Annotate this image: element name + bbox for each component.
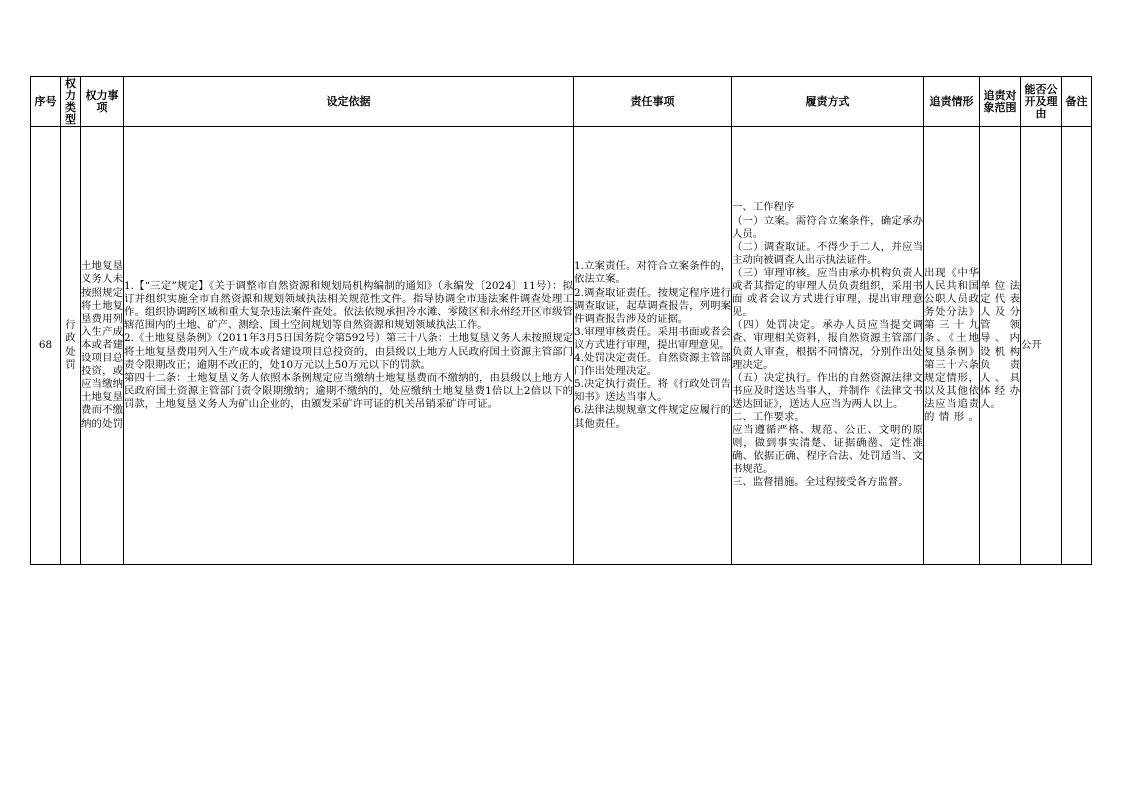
responsibility-item: 1.立案责任。对符合立案条件的，依法立案。 bbox=[574, 260, 731, 286]
header-disclosure: 能否公开及理由 bbox=[1021, 77, 1062, 127]
cell-accountability: 出现《中华人民共和国公职人员政务处分法》第三十九条、《土地复垦条例》第三十六条规定情形，以及其他依法应当追责的情形。 bbox=[924, 127, 980, 565]
cell-power-item: 土地复垦义务人未按照规定将土地复垦费用列入生产成本或者建设项目总投资，或应当缴纳土地复垦费而不缴纳的处罚 bbox=[81, 127, 124, 565]
table-header-row bbox=[31, 77, 1092, 127]
table-row bbox=[31, 127, 1092, 565]
cell-remarks bbox=[1062, 127, 1092, 565]
responsibility-item: 6.法律法规规章文件规定应履行的其他责任。 bbox=[574, 404, 731, 430]
responsibility-item: 3.审理审核责任。采用书面或者会议方式进行审理，提出审理意见。 bbox=[574, 325, 731, 351]
header-accountability: 追责情形 bbox=[924, 77, 980, 127]
method-item: 一、工作程序 bbox=[732, 201, 795, 214]
document-page bbox=[30, 76, 1092, 565]
header-scope: 追责对象范围 bbox=[980, 77, 1021, 127]
power-list-table bbox=[30, 76, 1092, 565]
cell-seq: 68 bbox=[31, 127, 61, 565]
cell-method bbox=[732, 127, 924, 565]
method-item: （三）审理审核。应当由承办机构负责人或者其指定的审理人员负责组织，采用书面 或者会议方式进行审理，提出审理意见。 bbox=[732, 266, 923, 319]
cell-disclosure: 公开 bbox=[1021, 127, 1062, 565]
method-item: 应当遵循严格、规范、公正、文明的原则，做到事实清楚、证据确凿、定性准确、依据正确、程序合法、处罚适当、文书规范。 bbox=[732, 424, 923, 476]
header-remarks: 备注 bbox=[1062, 77, 1092, 127]
method-item: （二）调查取证。不得少于二人，并应当主动向被调查人出示执法证件。 bbox=[732, 240, 923, 266]
basis-paragraph: 2.《土地复垦条例》（2011年3月5日国务院令第592号）第三十八条：土地复垦义务人未按照规定将土地复垦费用列入生产成本或者建设项目总投资的，由县级以上地方人民政府国土资源主管部门责令限期改正；逾期不改正的，处10万元以上50万元以下的罚款。 bbox=[124, 332, 573, 371]
cell-scope: 单位法定代表人及分管领导、内设机构负责人、具体经办人。 bbox=[980, 127, 1021, 565]
header-responsibility: 责任事项 bbox=[574, 77, 732, 127]
responsibility-item: 2.调查取证责任。按规定程序进行调查取证，起草调查报告，列明案件调查报告涉及的证据。 bbox=[574, 286, 731, 325]
cell-power-type: 行政处罚 bbox=[61, 127, 81, 565]
header-power-type: 权力类型 bbox=[61, 77, 81, 127]
cell-responsibility bbox=[574, 127, 732, 565]
method-item: （四）处罚决定。承办人员应当提交调查、审理相关资料，报自然资源主管部门负责人审查，根据不同情况，分别作出处理决定。 bbox=[732, 319, 923, 371]
responsibility-item: 5.决定执行责任。将《行政处罚告知书》送达当事人。 bbox=[574, 378, 731, 404]
header-power-item: 权力事项 bbox=[81, 77, 124, 127]
method-item: （一）立案。需符合立案条件，确定承办人员。 bbox=[732, 214, 923, 240]
method-item: 二、工作要求。 bbox=[732, 410, 805, 423]
method-item: （五）决定执行。作出的自然资源法律文书应及时送达当事人，并制作《法律文书送达回证》，送达人应当为两人以上。 bbox=[732, 371, 923, 410]
cell-basis bbox=[124, 127, 574, 565]
header-basis: 设定依据 bbox=[124, 77, 574, 127]
basis-paragraph: 1.【“三定”规定】《关于调整市自然资源和规划局机构编制的通知》（永编发〔2024〕11号）：拟订并组织实施全市自然资源和规划领域执法相关规范性文件。指导协调全市违法案件调查处理工作。组织协调跨区域和重大复杂违法案件查处。依法依规承担冷水滩、零陵区和永州经开区市级管辖范围内的土地、矿产、测绘、国土空间规划等自然资源和规划领域执法工作。 bbox=[124, 280, 573, 332]
header-seq: 序号 bbox=[31, 77, 61, 127]
responsibility-item: 4.处罚决定责任。自然资源主管部门作出处理决定。 bbox=[574, 352, 731, 378]
basis-paragraph: 第四十二条：土地复垦义务人依照本条例规定应当缴纳土地复垦费而不缴纳的，由县级以上地方人民政府国土资源主管部门责令限期缴纳；逾期不缴纳的，处应缴纳土地复垦费1倍以上2倍以下的罚款，土地复垦义务人为矿山企业的，由颁发采矿许可证的机关吊销采矿许可证。 bbox=[124, 371, 573, 410]
method-item: 三、监督措施。全过程接受各方监督。 bbox=[732, 476, 909, 489]
header-method: 履责方式 bbox=[732, 77, 924, 127]
